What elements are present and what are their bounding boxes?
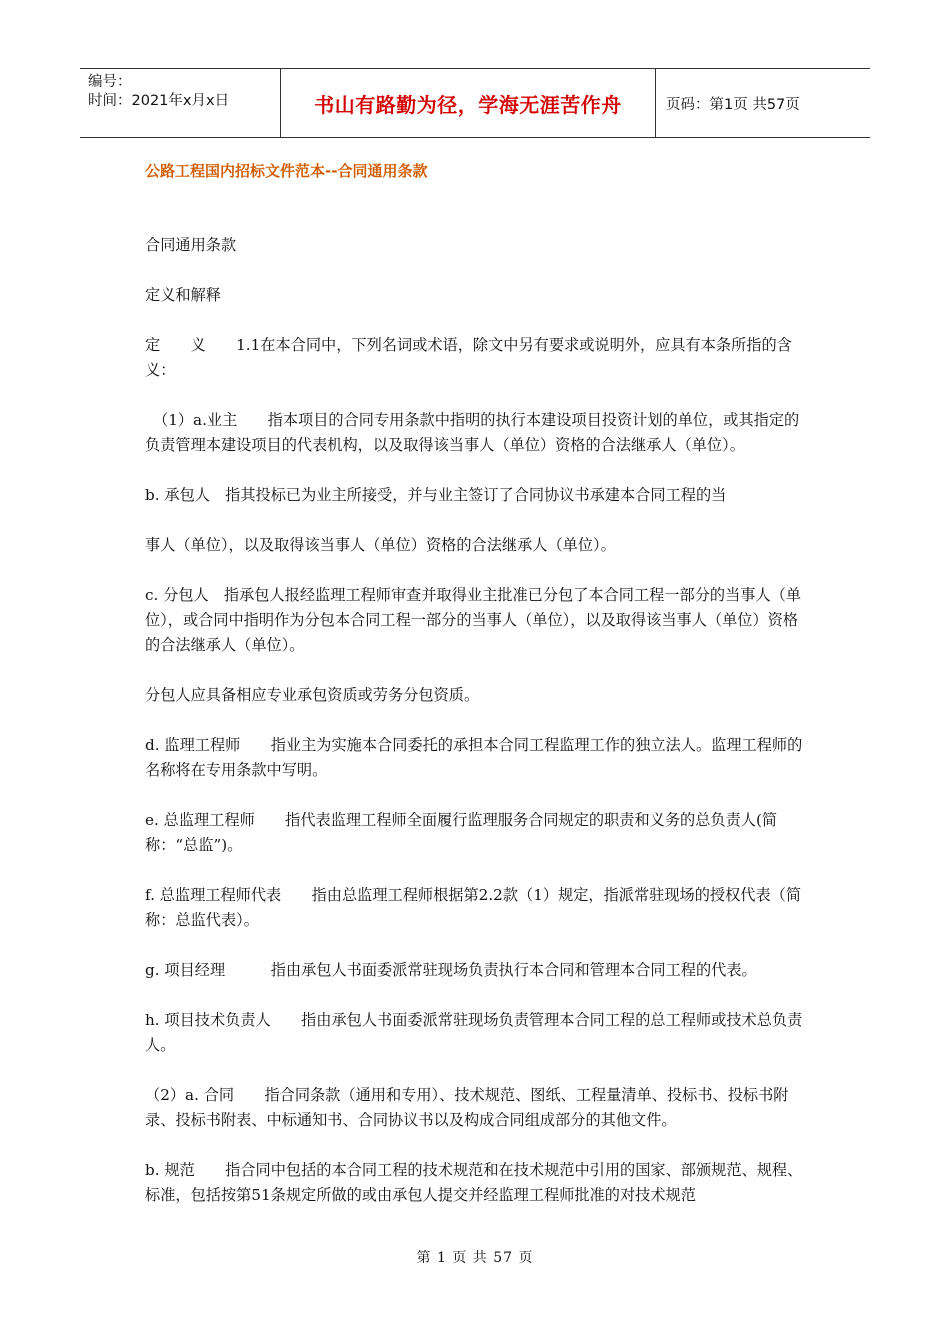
page-header xyxy=(80,68,870,138)
document-number-label: 编号： xyxy=(88,74,132,90)
clause-paragraph: （2）a. 合同 指合同条款（通用和专用）、技术规范、图纸、工程量清单、投标书、投标书附录、投标书附表、中标通知书、合同协议书以及构成合同组成部分的其他文件。 xyxy=(145,1086,789,1129)
clause-paragraph: b. 规范 指合同中包括的本合同工程的技术规范和在技术规范中引用的国家、部颁规范、规程、标准，包括按第51条规定所做的或由承包人提交并经监理工程师批准的对技术规范 xyxy=(145,1161,803,1204)
clause-paragraph: （1）a.业主 指本项目的合同专用条款中指明的执行本建设项目投资计划的单位，或其指定的负责管理本建设项目的代表机构，以及取得该当事人（单位）资格的合法继承人（单位）。 xyxy=(145,411,800,454)
document-title: 公路工程国内招标文件范本--合同通用条款 xyxy=(145,162,428,180)
section-heading: 合同通用条款 xyxy=(145,236,237,254)
document-body xyxy=(145,233,810,1233)
header-page-info: 页码：第1页 共57页 xyxy=(666,96,800,113)
clause-paragraph: c. 分包人 指承包人报经监理工程师审查并取得业主批准已分包了本合同工程一部分的当事人（单位），或合同中指明作为分包本合同工程一部分的当事人（单位），以及取得该当事人（单位）资格的合法继承人（单位）。 xyxy=(145,586,802,654)
page-footer: 第 1 页 共 57 页 xyxy=(416,1250,534,1266)
clause-paragraph: 定 义 1.1在本合同中，下列名词或术语，除文中另有要求或说明外，应具有本条所指的含义： xyxy=(145,336,792,379)
section-subheading: 定义和解释 xyxy=(145,286,221,304)
clause-paragraph: f. 总监理工程师代表 指由总监理工程师根据第2.2款（1）规定，指派常驻现场的授权代表（简称：总监代表）。 xyxy=(145,886,802,929)
clause-paragraph: h. 项目技术负责人 指由承包人书面委派常驻现场负责管理本合同工程的总工程师或技术总负责人。 xyxy=(145,1011,803,1054)
clause-paragraph: b. 承包人 指其投标已为业主所接受，并与业主签订了合同协议书承建本合同工程的当 xyxy=(145,486,727,504)
clause-paragraph: g. 项目经理 指由承包人书面委派常驻现场负责执行本合同和管理本合同工程的代表。 xyxy=(145,961,757,979)
clause-paragraph: e. 总监理工程师 指代表监理工程师全面履行监理服务合同规定的职责和义务的总负责人(简称：“总监”)。 xyxy=(145,811,778,854)
header-meta xyxy=(80,69,281,137)
document-date: 时间：2021年x月x日 xyxy=(88,93,230,109)
clause-paragraph: 事人（单位），以及取得该当事人（单位）资格的合法继承人（单位）。 xyxy=(145,536,616,554)
header-motto: 书山有路勤为径，学海无涯苦作舟 xyxy=(281,69,656,137)
clause-paragraph: d. 监理工程师 指业主为实施本合同委托的承担本合同工程监理工作的独立法人。监理工程师的名称将在专用条款中写明。 xyxy=(145,736,803,779)
clause-paragraph: 分包人应具备相应专业承包资质或劳务分包资质。 xyxy=(145,686,480,704)
